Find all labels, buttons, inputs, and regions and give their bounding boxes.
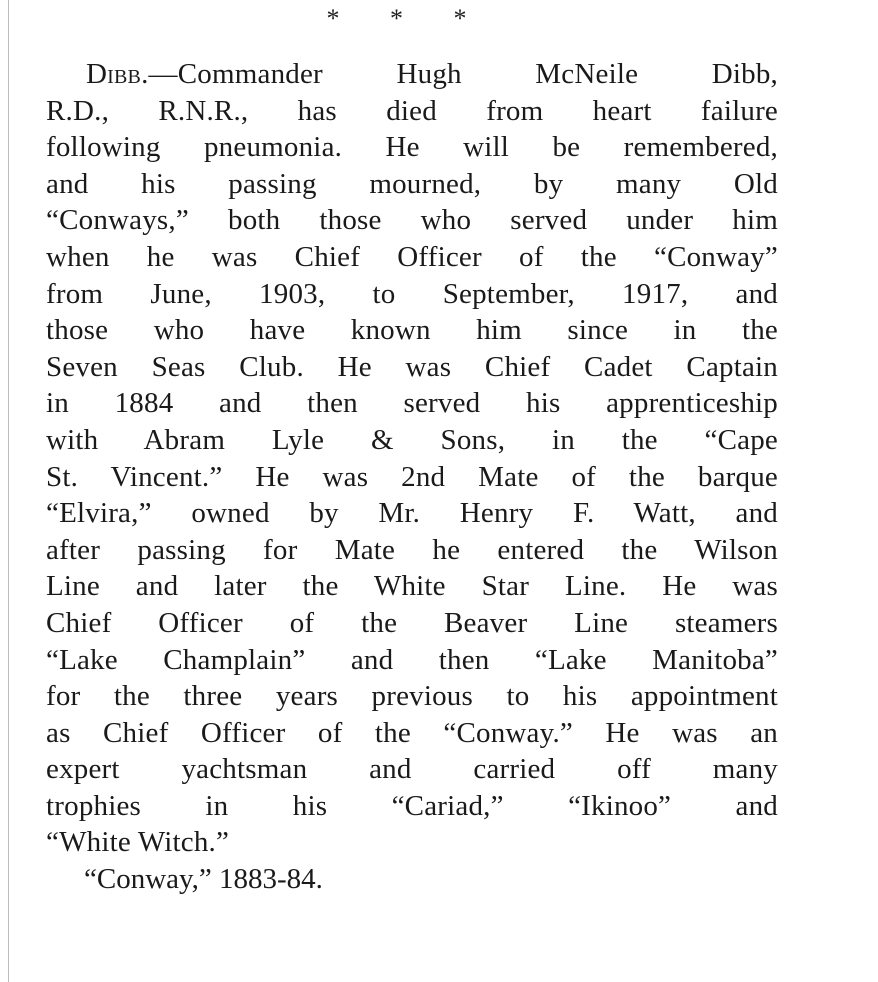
obituary-honours: R.D., R.N.R., (46, 94, 249, 127)
article-line (46, 56, 778, 93)
article-line: as Chief Officer of the “Conway.” He was an (46, 716, 778, 749)
section-ornament: * * * (326, 4, 489, 33)
obituary-signature: “Conway,” 1883-84. (84, 863, 323, 896)
article-line-text: has died from heart failure (297, 94, 778, 127)
article-line: “Elvira,” owned by Mr. Henry F. Watt, and (46, 497, 778, 530)
article-line: St. Vincent.” He was 2nd Mate of the barque (46, 460, 778, 493)
article-line: Line and later the White Star Line. He was (46, 570, 778, 603)
article-line: “Conways,” both those who served under him (46, 204, 778, 237)
article-line: in 1884 and then served his apprenticeship (46, 387, 778, 420)
article-line: “Lake Champlain” and then “Lake Manitoba” (46, 643, 778, 676)
obituary-article (46, 56, 778, 898)
article-line: following pneumonia. He will be remembered, (46, 131, 778, 164)
article-line-text: —Commander Hugh McNeile Dibb, (148, 58, 778, 90)
obituary-surname: Dibb. (86, 58, 149, 90)
article-line: “White Witch.” (46, 826, 230, 859)
article-line: those who have known him since in the (46, 314, 778, 347)
article-line: trophies in his “Cariad,” “Ikinoo” and (46, 789, 778, 822)
article-line: when he was Chief Officer of the “Conway” (46, 240, 778, 273)
article-line: Seven Seas Club. He was Chief Cadet Captain (46, 350, 778, 383)
article-line: Chief Officer of the Beaver Line steamers (46, 606, 778, 639)
page-edge-rule (8, 0, 9, 982)
article-line: with Abram Lyle & Sons, in the “Cape (46, 423, 778, 456)
article-line: and his passing mourned, by many Old (46, 167, 778, 200)
article-line: after passing for Mate he entered the Wilson (46, 533, 778, 566)
article-line (46, 93, 778, 130)
article-line: from June, 1903, to September, 1917, and (46, 277, 778, 310)
article-line: expert yachtsman and carried off many (46, 753, 778, 786)
article-line: for the three years previous to his appointment (46, 680, 778, 713)
